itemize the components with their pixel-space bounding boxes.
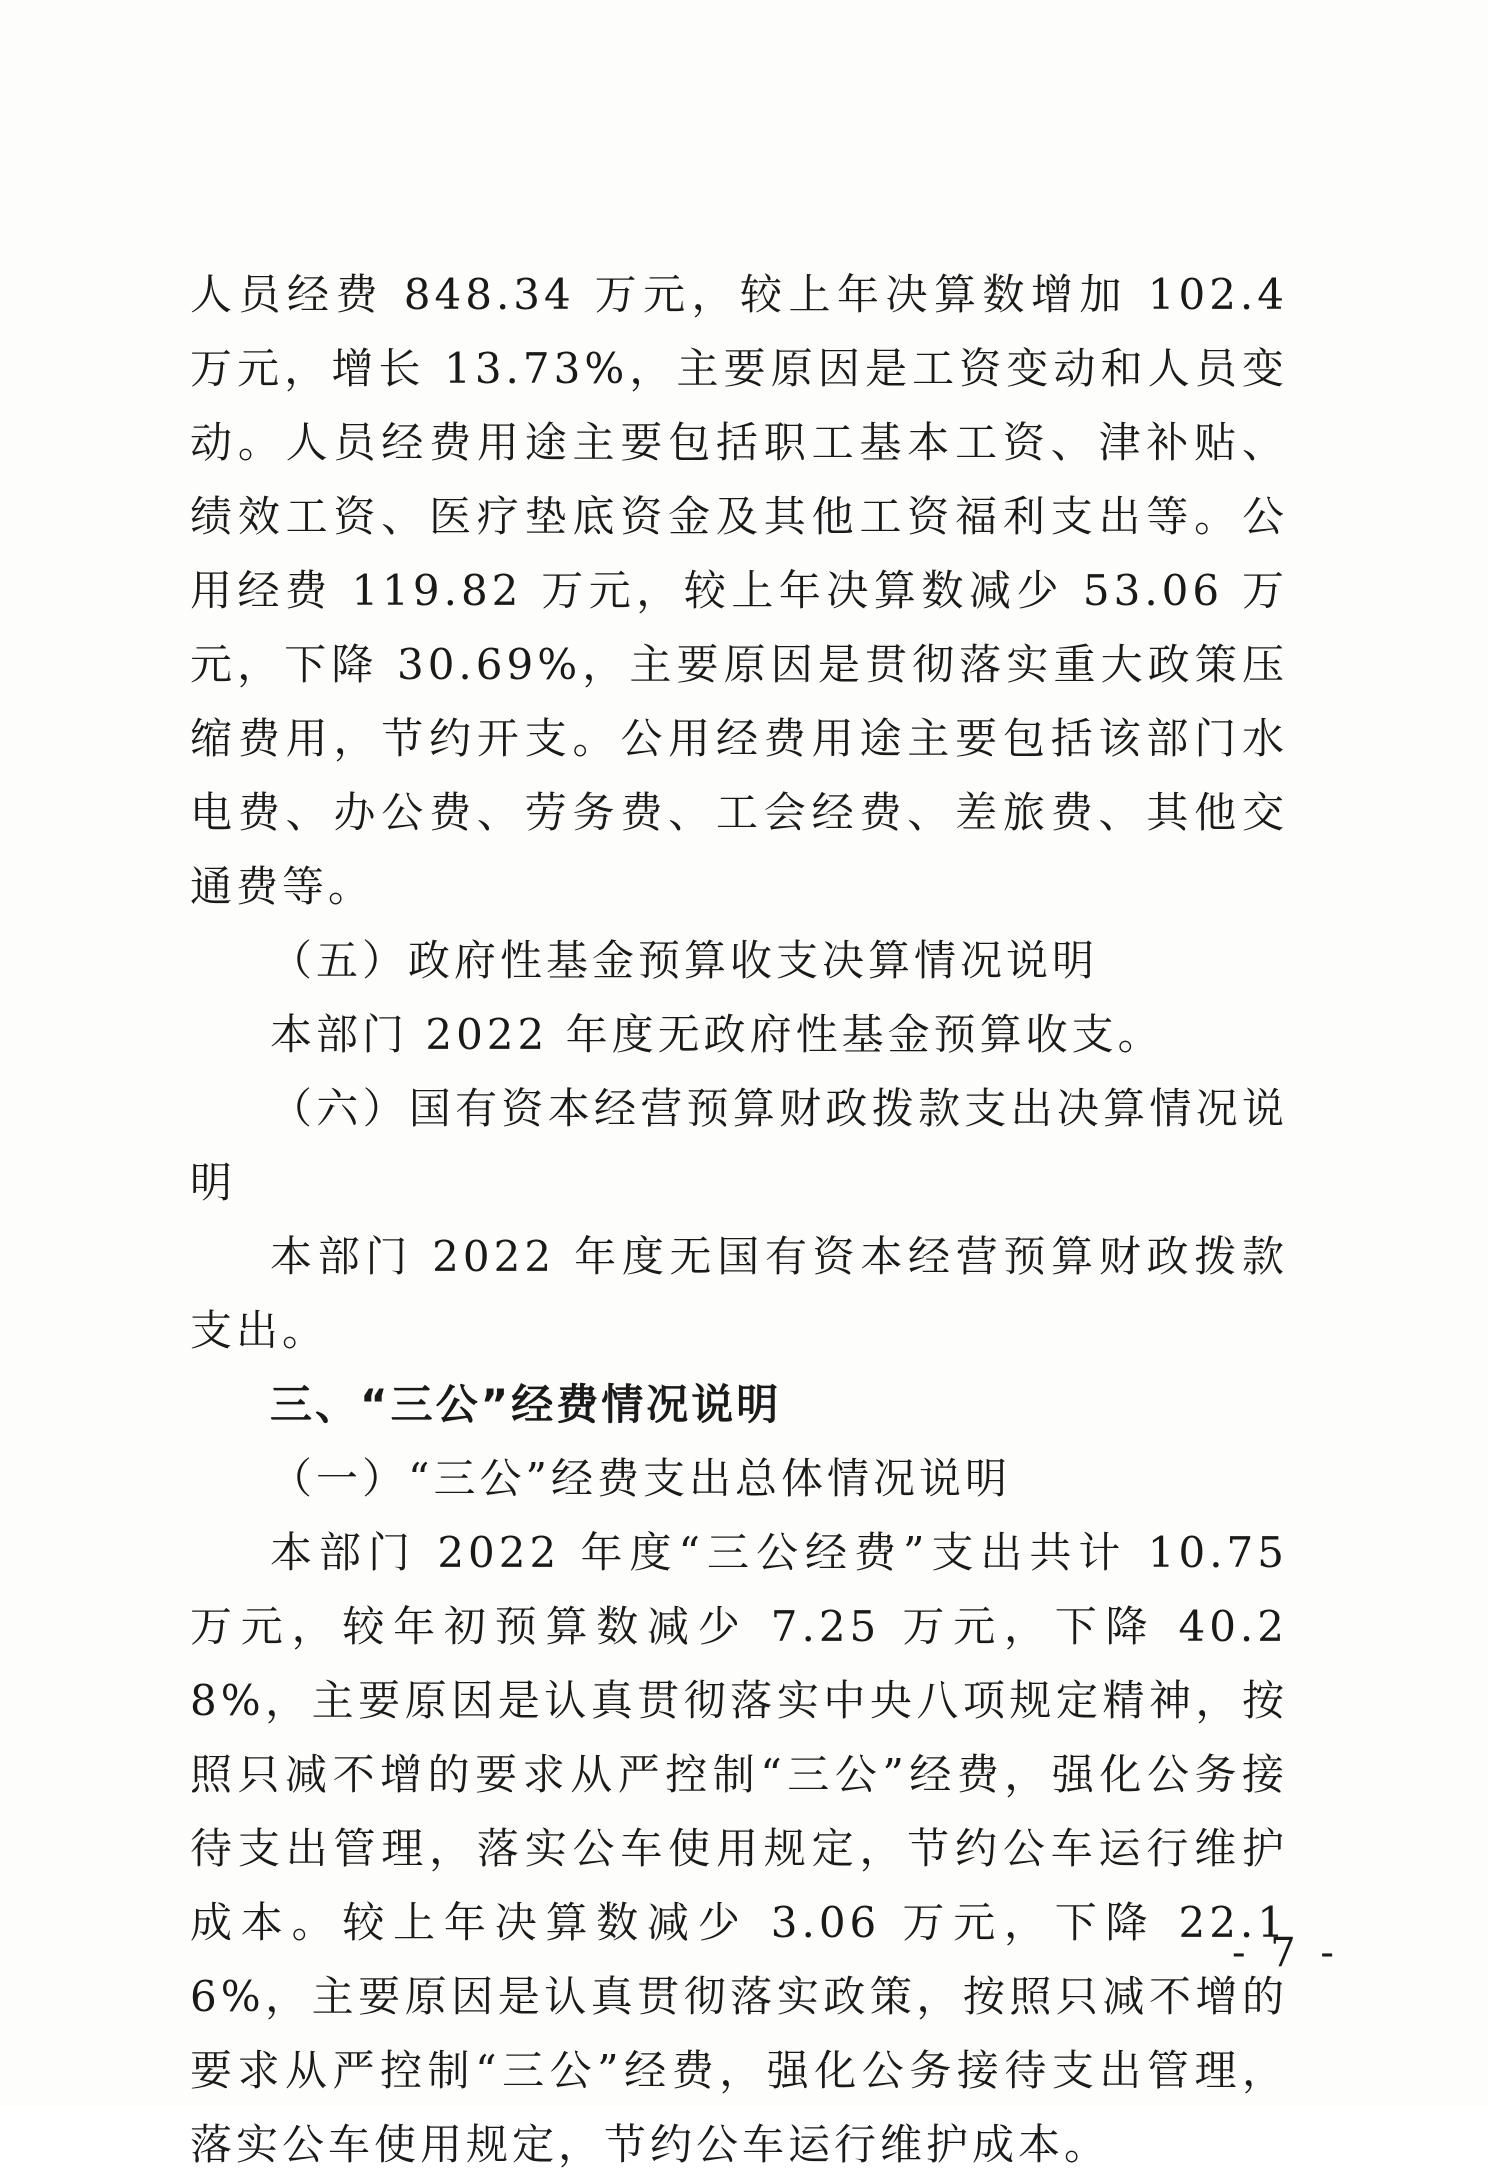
paragraph-three-public-overall: 本部门 2022 年度“三公经费”支出共计 10.75 万元，较年初预算数减少 7.25 万元，下降 40.28%，主要原因是认真贯彻落实中央八项规定精神，按照只减不增的要求从严控制“三公”经费，强化公务接待支出管理，落实公车使用规定，节约公车运行维护成本。较上年决算数减少 3.06 万元，下降 22.16%，主要原因是认真贯彻落实政策，按照只减不增的要求从严控制“三公”经费，强化公务接待支出管理，落实公车使用规定，节约公车运行维护成本。 bbox=[190, 1528, 1288, 2169]
paragraph-government-fund-none: 本部门 2022 年度无政府性基金预算收支。 bbox=[270, 1010, 1164, 1059]
chapter-heading-three-public-expenses: 三、“三公”经费情况说明 bbox=[270, 1380, 782, 1429]
paragraph-personnel-and-public-expenses: 人员经费 848.34 万元，较上年决算数增加 102.4 万元，增长 13.73%，主要原因是工资变动和人员变动。人员经费用途主要包括职工基本工资、津补贴、绩效工资、医疗垫底资金及其他工资福利支出等。公用经费 119.82 万元，较上年决算数减少 53.06 万元，下降 30.69%，主要原因是贯彻落实重大政策压缩费用，节约开支。公用经费用途主要包括该部门水电费、办公费、劳务费、工会经费、差旅费、其他交通费等。 bbox=[190, 270, 1288, 911]
section-heading-government-fund: （五）政府性基金预算收支决算情况说明 bbox=[270, 936, 1099, 985]
document-body bbox=[190, 258, 1288, 2182]
section-heading-three-public-overall: （一）“三公”经费支出总体情况说明 bbox=[270, 1454, 1011, 1503]
section-heading-state-capital: （六）国有资本经营预算财政拨款支出决算情况说明 bbox=[190, 1084, 1288, 1207]
paragraph-state-capital-none: 本部门 2022 年度无国有资本经营预算财政拨款支出。 bbox=[190, 1232, 1288, 1355]
page-number: - 7 - bbox=[1232, 1930, 1340, 1976]
